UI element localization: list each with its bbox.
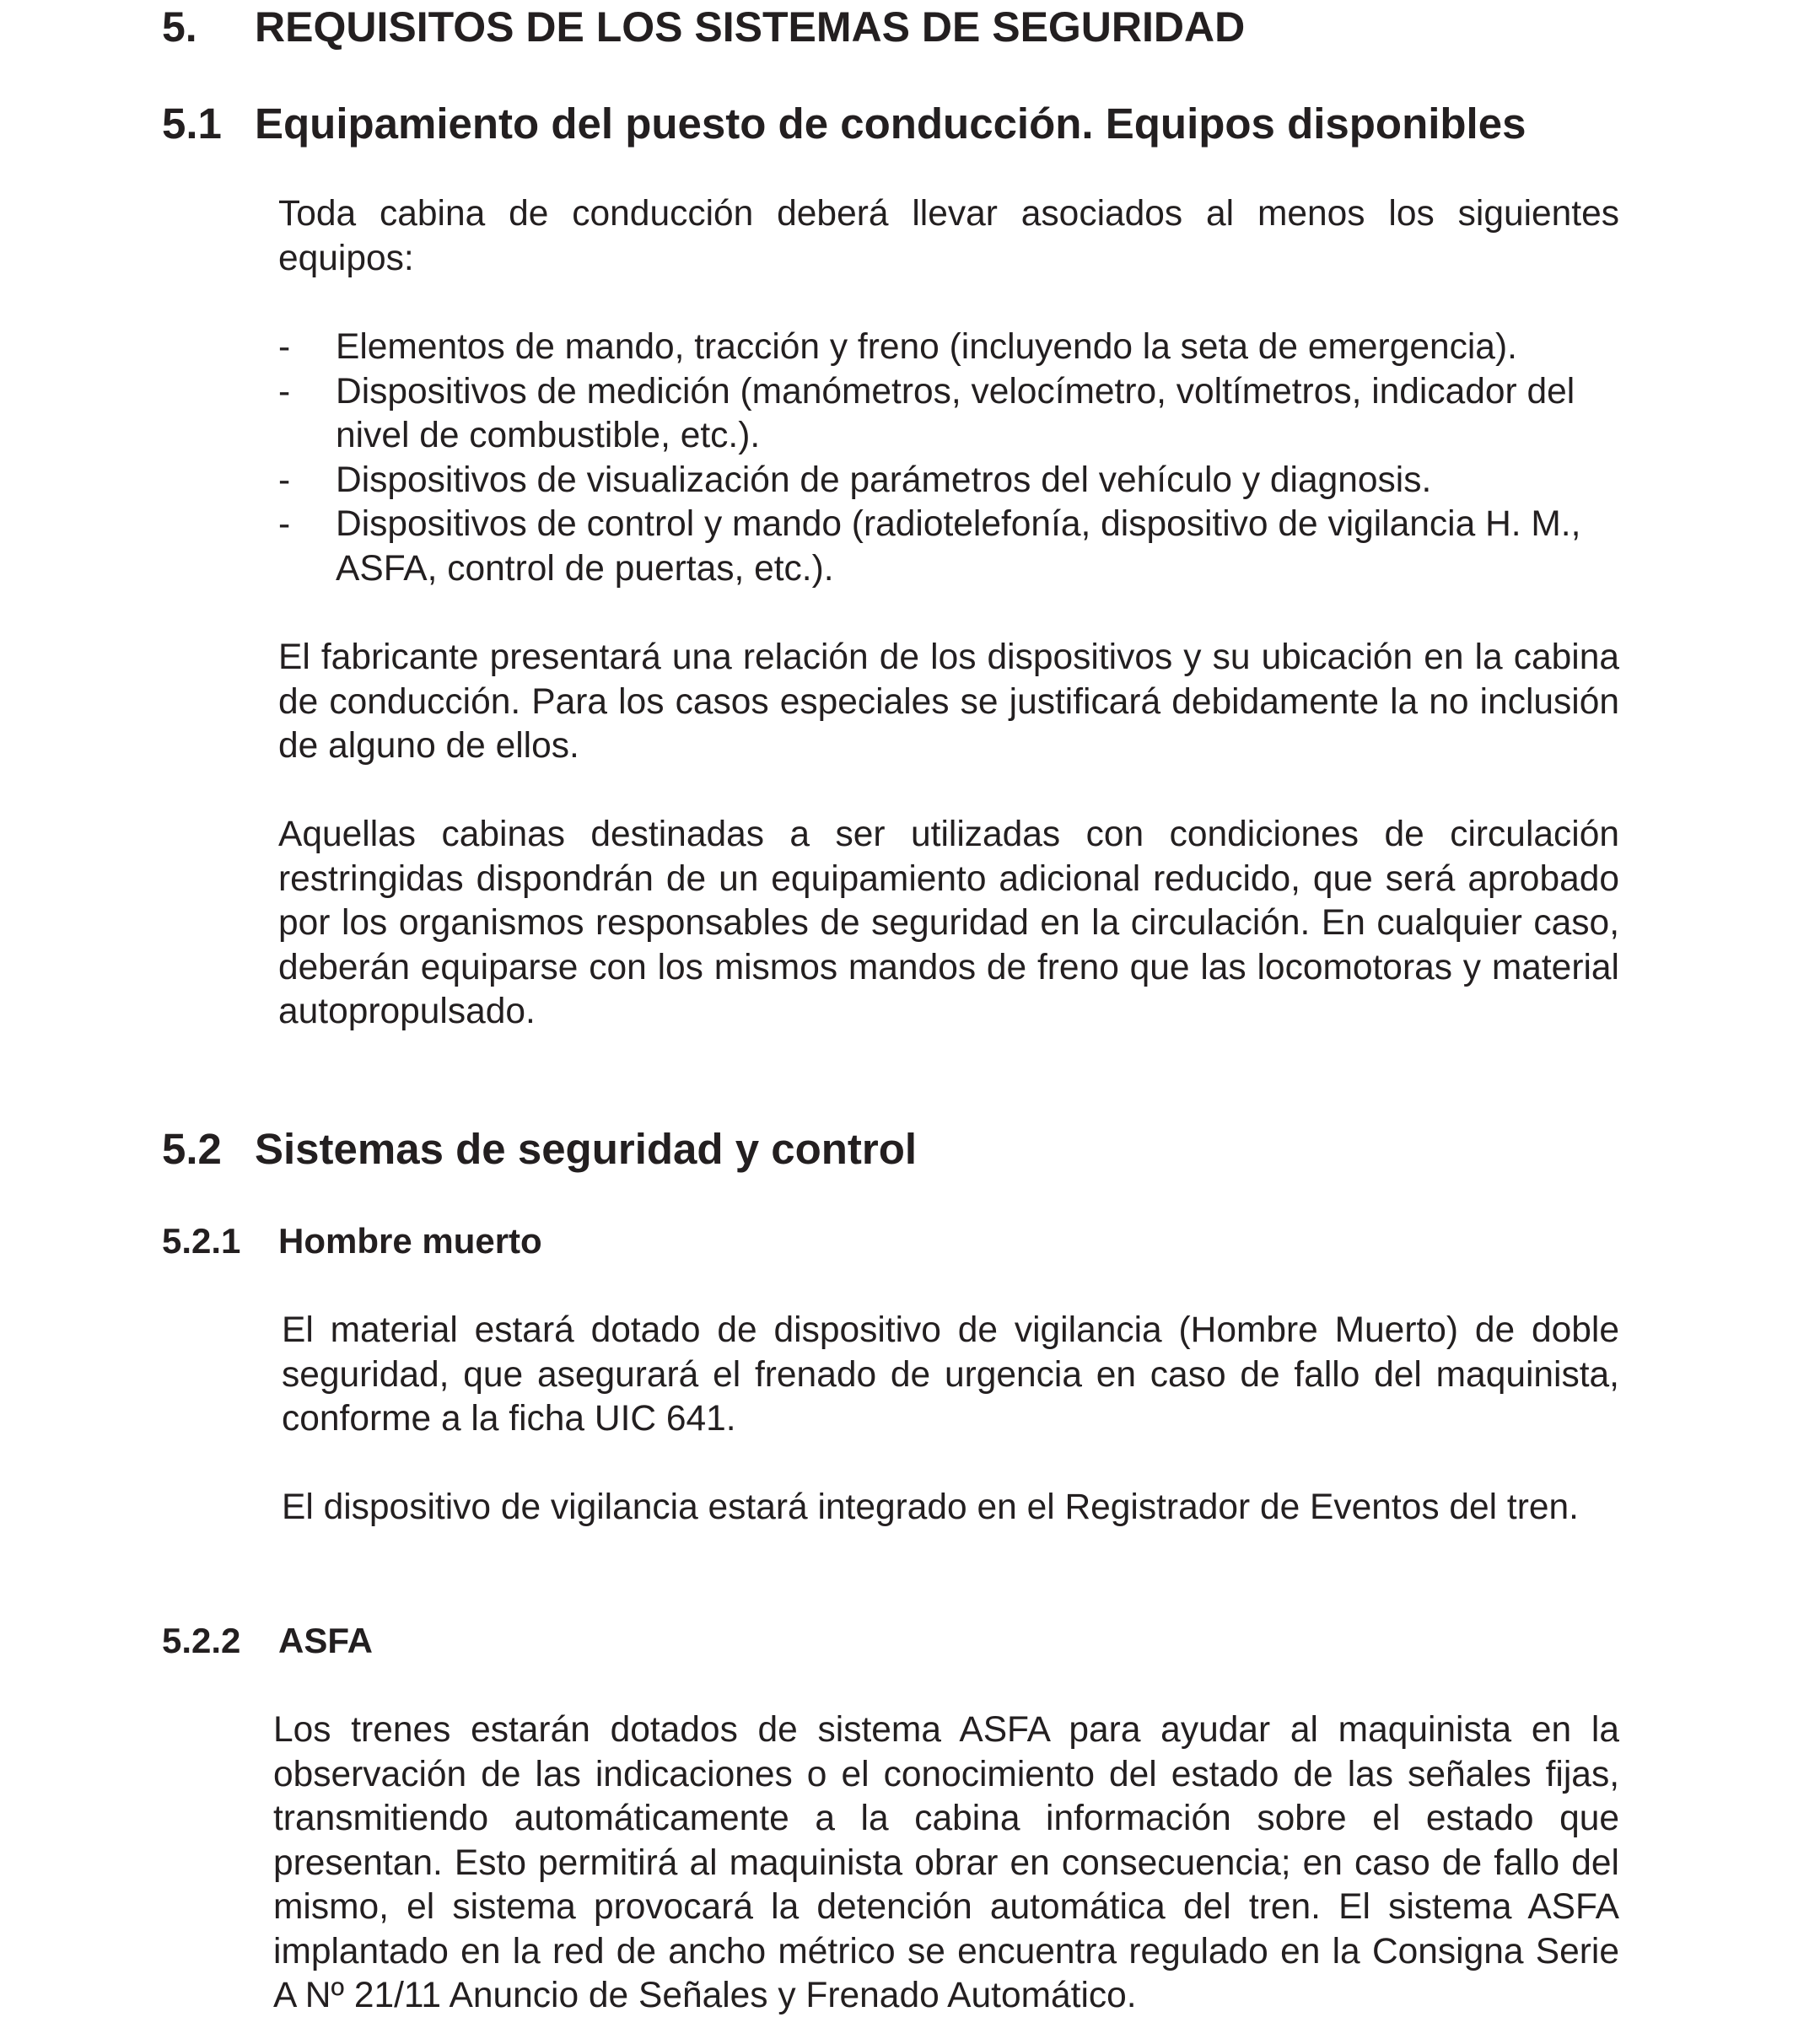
list-item-text: Dispositivos de visualización de parámetros del vehículo y diagnosis.: [336, 460, 1432, 500]
bullet-dash: -: [278, 327, 291, 367]
subsection-title: Sistemas de seguridad y control: [255, 1125, 918, 1173]
paragraph-asfa: Los trenes estarán dotados de sistema ASFA para ayudar al maquinista en la observación de las indicaciones o el conocimiento del estado de las señales fijas, transmitiendo automáticamente a la cabina información sobre el estado que presentan. Esto permitirá al maquinista obrar en consecuencia; en caso de fallo del mismo, el sistema provocará la detención automática del tren. El sistema ASFA implantado en la red de ancho métrico se encuentra regulado en la Consigna Serie A Nº 21/11 Anuncio de Señales y Frenado Automático.: [273, 1710, 1619, 2015]
bullet-dash: -: [278, 371, 291, 411]
paragraph-restricted-cabins: Aquellas cabinas destinadas a ser utilizadas con condiciones de circulación restringidas dispondrán de un equipamiento adicional reducido, que será aprobado por los organismos responsables de seguridad en la circulación. En cualquier caso, deberán equiparse con los mismos mandos de freno que las locomotoras y material autopropulsado.: [278, 815, 1619, 1031]
subsection-number: 5.1: [162, 100, 222, 148]
list-item-text: Dispositivos de medición (manómetros, velocímetro, voltímetros, indicador del nivel de combustible, etc.).: [336, 371, 1575, 455]
subsection-title: Equipamiento del puesto de conducción. Equipos disponibles: [255, 100, 1526, 148]
section-title: REQUISITOS DE LOS SISTEMAS DE SEGURIDAD: [255, 3, 1246, 51]
subsubsection-title: Hombre muerto: [278, 1221, 542, 1261]
bullet-dash: -: [278, 504, 291, 544]
paragraph-manufacturer: El fabricante presentará una relación de los dispositivos y su ubicación en la cabina de conducción. Para los casos especiales se justificará debidamente la no inclusión de alguno de ellos.: [278, 637, 1619, 766]
list-item-text: Dispositivos de control y mando (radiotelefonía, dispositivo de vigilancia H. M., ASFA, control de puertas, etc.).: [336, 504, 1581, 589]
list-item-text: Elementos de mando, tracción y freno (incluyendo la seta de emergencia).: [336, 327, 1517, 367]
subsection-number: 5.2: [162, 1125, 222, 1173]
list-item: [278, 370, 1619, 459]
paragraph-event-recorder: El dispositivo de vigilancia estará integrado en el Registrador de Eventos del tren.: [282, 1487, 1579, 1527]
subsubsection-number: 5.2.1: [162, 1221, 241, 1261]
paragraph-intro: Toda cabina de conducción deberá llevar asociados al menos los siguientes equipos:: [278, 194, 1619, 278]
equipment-list: [278, 325, 1619, 591]
list-item: [278, 325, 1619, 370]
subsubsection-title: ASFA: [278, 1621, 374, 1660]
subsubsection-number: 5.2.2: [162, 1621, 241, 1660]
paragraph-dead-man: El material estará dotado de dispositivo de vigilancia (Hombre Muerto) de doble seguridad, que asegurará el frenado de urgencia en caso de fallo del maquinista, conforme a la ficha UIC 641.: [282, 1310, 1619, 1439]
section-number: 5.: [162, 3, 197, 51]
list-item: [278, 503, 1619, 591]
list-item: [278, 459, 1619, 503]
bullet-dash: -: [278, 460, 291, 500]
